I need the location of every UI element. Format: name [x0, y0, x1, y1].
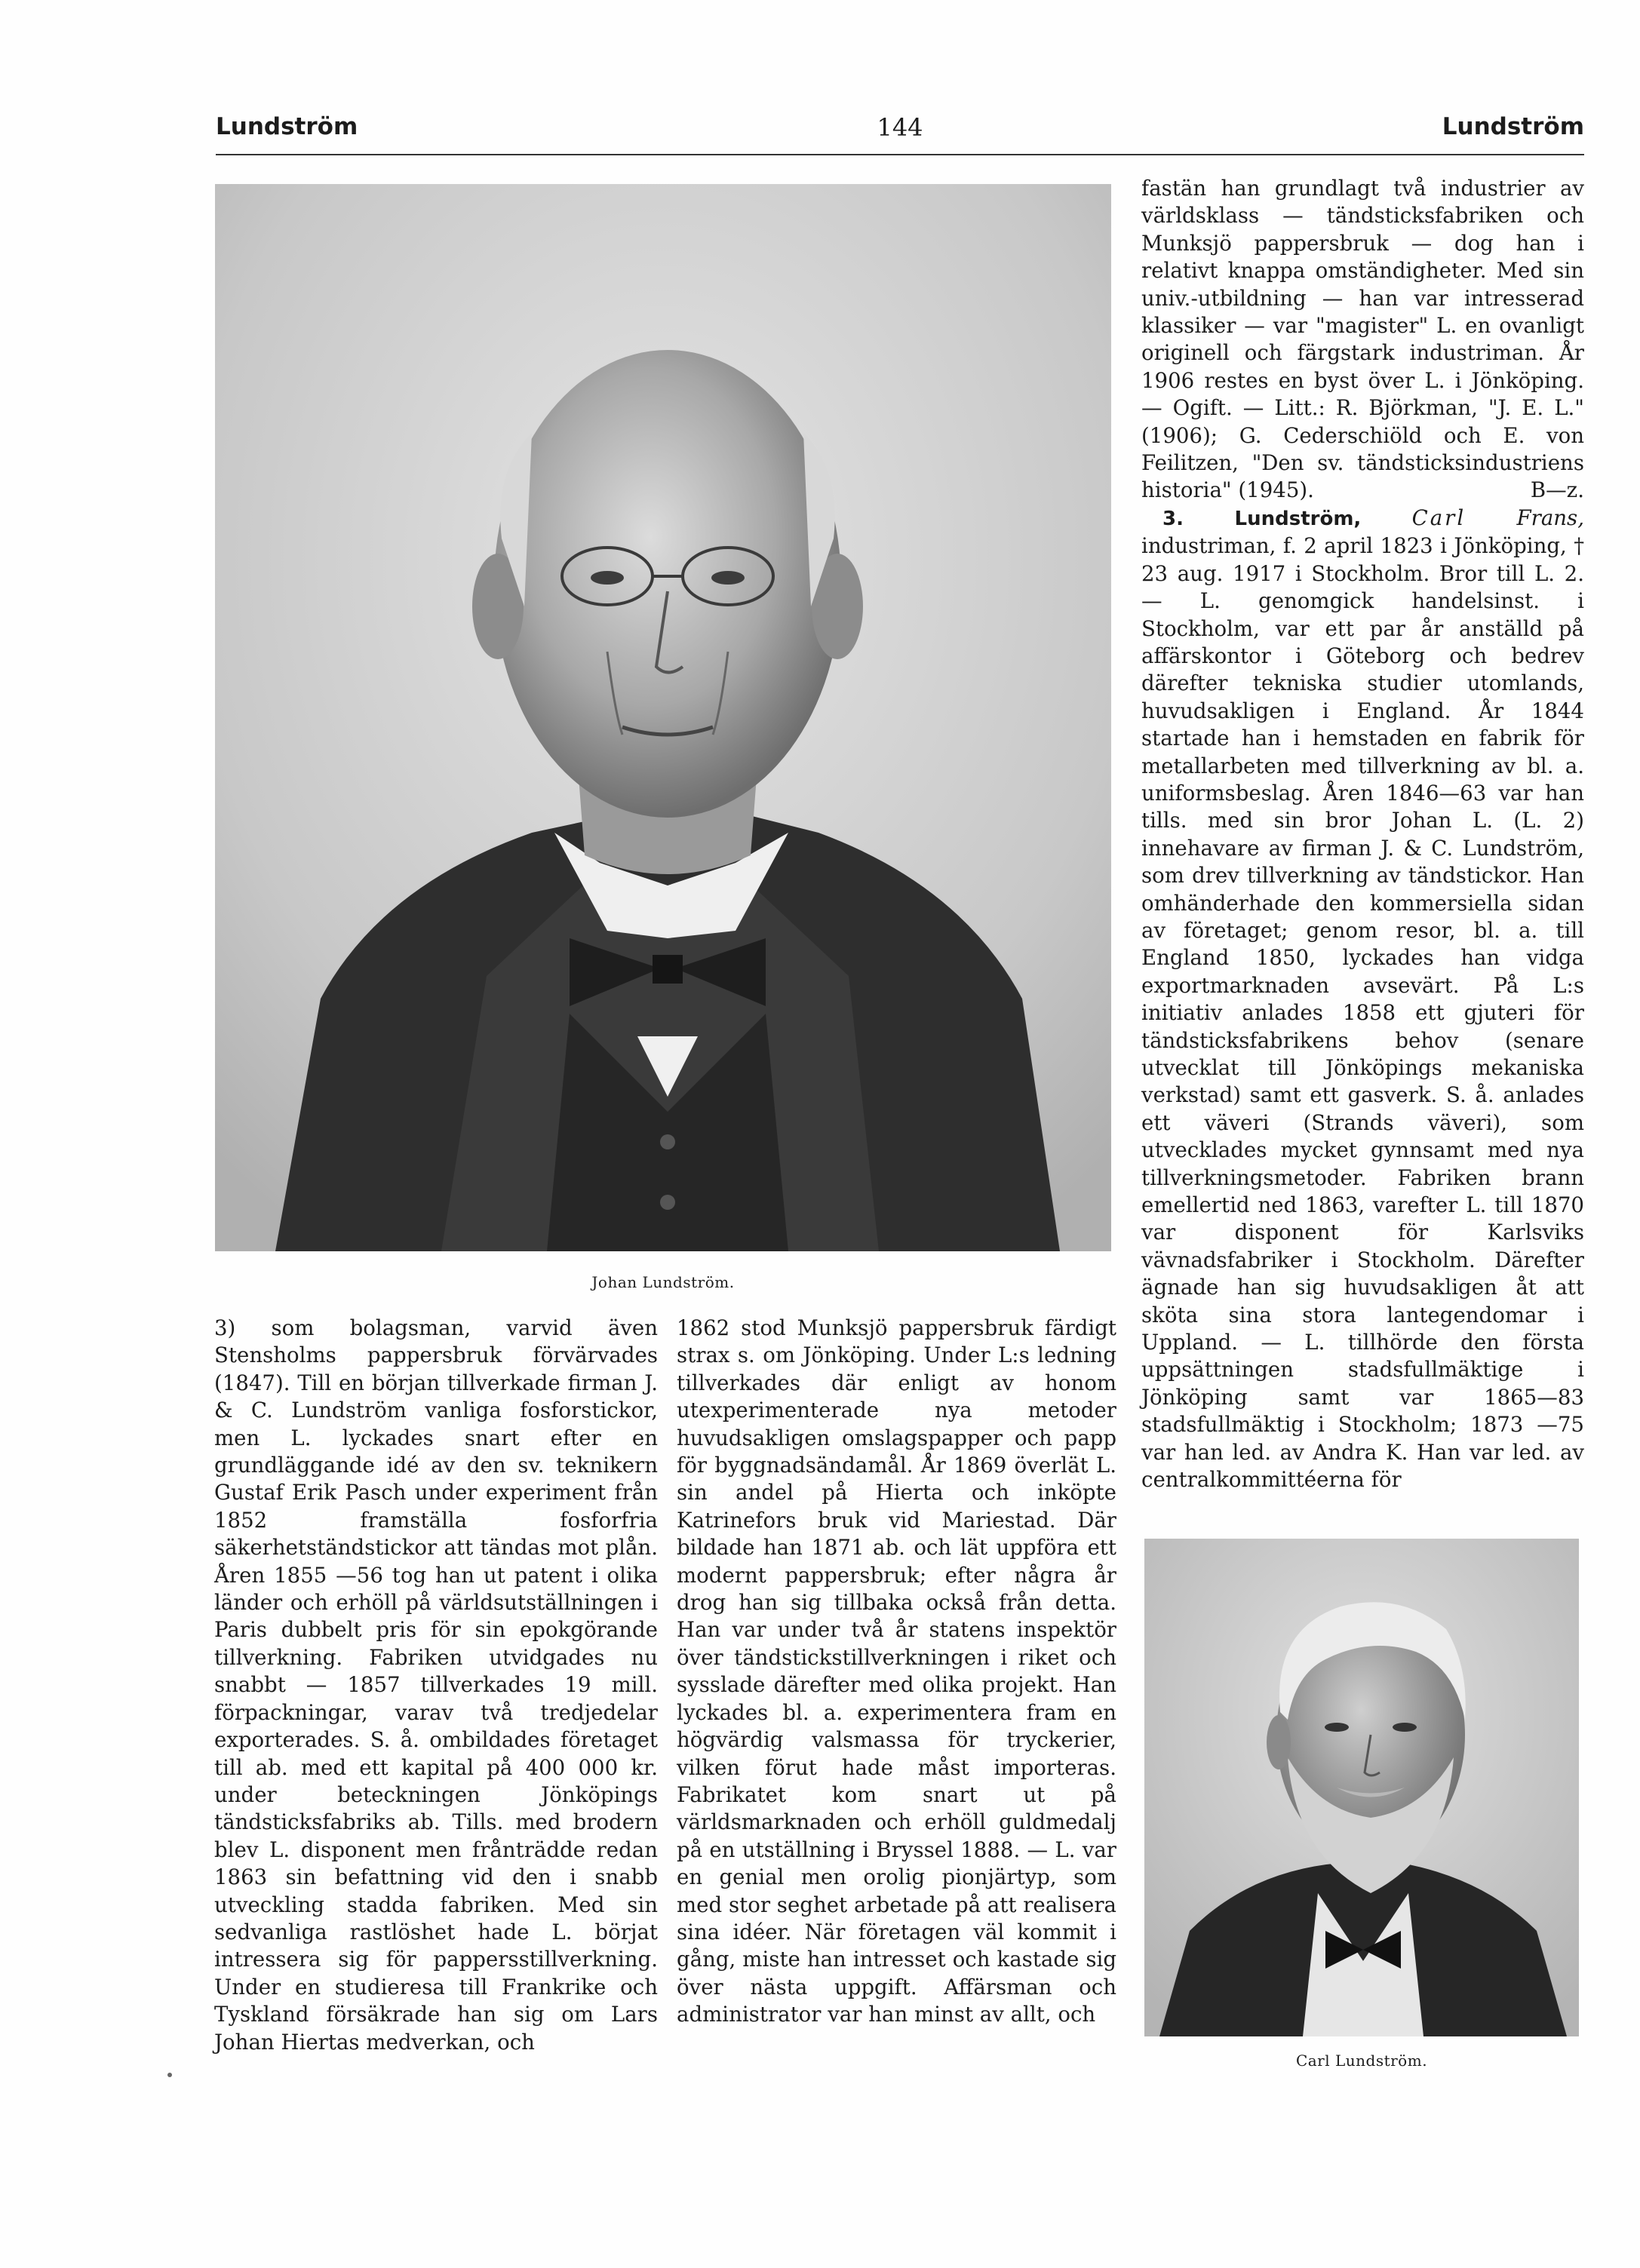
running-head-left: Lundström — [216, 113, 358, 140]
header-rule — [216, 154, 1584, 155]
margin-speck — [167, 2073, 172, 2077]
middle-column-text: 1862 stod Munksjö pappersbruk färdigt strax s. om Jönköping. Under L:s ledning tillverkades där enligt av honom utexperimenterade nya metoder huvudsakligen omslagspapper och papp för byggnadsändamål. År 1869 överlät L. sin andel på Hierta och inköpte Katrinefors bruk vid Mariestad. Där bildade han 1871 ab. och lät uppföra ett modernt pappersbruk; efter några år drog han sig tillbaka också från detta. Han var under två år statens inspektör över tändstickstillverkningen i riket och sysslade därefter med olika projekt. Han lyckades bl. a. experimentera fram en högvärdig valsmassa för tryckerier, vilken förut hade måst importeras. Fabrikatet kom snart ut på världsmarknaden och erhöll guldmedalj på en utställning i Bryssel 1888. — L. var en genial men orolig pionjärtyp, som med stor seghet arbetade på att realisera sina idéer. När företagen väl kommit i gång, miste han intresset och kastade sig över nästa uppgift. Affärsman och administrator var han minst av allt, och — [677, 1315, 1116, 2027]
portrait-carl-lundstrom — [1144, 1539, 1579, 2036]
author-signature: B—z. — [1530, 477, 1584, 503]
entry-heading-carl: 3. Lundström, — [1162, 507, 1362, 530]
entry-given-name: Carl — [1411, 505, 1466, 530]
caption-carl: Carl Lundström. — [1295, 2052, 1428, 2070]
body-column-middle — [677, 1315, 1116, 2029]
page-number: 144 — [877, 113, 923, 142]
carl-entry-text: industriman, f. 2 april 1823 i Jönköping, † 23 aug. 1917 i Stockholm. Bror till L. 2. — L. genomgick handelsinst. i Stockholm, var ett par år anställd på affärskontor i Göteborg och bedrev därefter tekniska studier utomlands, huvudsakligen i England. År 1844 startade han i hemstaden en fabrik för metallarbeten med tillverkning av bl. a. uniformsbeslag. Åren 1846—63 var han tills. med sin bror Johan L. (L. 2) innehavare av firman J. & C. Lundström, som drev tillverkning av tändstickor. Han omhänderhade den kommersiella sidan av företaget; genom resor, bl. a. till England 1850, lyckades han vidga exportmarknaden avsevärt. På L:s initiativ anlades 1858 ett gjuteri för tändsticksfabrikens behov (senare utvecklat till Jönköpings mekaniska verkstad) samt ett gasverk. S. å. anlades ett väveri (Strands väveri), som utvecklades mycket gynnsamt med nya tillverkningsmetoder. Fabriken brann emellertid ned 1863, varefter L. till 1870 var disponent för Karlsviks vävnadsfabriker i Stockholm. Därefter ägnade han sig huvudsakligen åt att sköta sina stora lantegendomar i Uppland. — L. tillhörde den första uppsättningen stadsfullmäktige i Jönköping samt var 1865—83 stadsfullmäktig i Stockholm; 1873 —75 var han led. av Andra K. Han var led. av centralkommittéerna för — [1141, 533, 1584, 1493]
portrait-johan-lundstrom — [215, 184, 1111, 1251]
portrait-carl-image — [1144, 1539, 1579, 2036]
body-column-right — [1141, 175, 1584, 1494]
caption-johan: Johan Lundström. — [591, 1273, 735, 1291]
running-head-right: Lundström — [1442, 113, 1584, 140]
entry-given-name-2: Frans, — [1516, 505, 1584, 530]
right-column-text-1 — [1141, 175, 1584, 505]
running-head — [216, 113, 1584, 155]
portrait-johan-image — [215, 184, 1111, 1251]
body-column-left — [214, 1315, 658, 2056]
left-column-text: 3) som bolagsman, varvid även Stensholms pappersbruk förvärvades (1847). Till en början tillverkade firman J. & C. Lundström vanliga fosforstickor, men L. lyckades snart efter en grundläggande idé av den sv. teknikern Gustaf Erik Pasch under experiment från 1852 framställa fosforfria säkerhetständstickor att tändas mot plån. Åren 1855 —56 tog han ut patent i olika länder och erhöll på världsutställningen i Paris dubbelt pris för sin epokgörande tillverkning. Fabriken utvidgades nu snabbt — 1857 tillverkades 19 mill. förpackningar, varav två tredjedelar exporterades. S. å. ombildades företaget till ab. med ett kapital på 400 000 kr. under beteckningen Jönköpings tändsticksfabriks ab. Tills. med brodern blev L. disponent men frånträdde redan 1863 sin befattning vid den i snabb utveckling stadda fabriken. Med sin sedvanliga rastlöshet hade L. börjat intressera sig för pappersstillverkning. Under en studieresa till Frankrike och Tyskland försäkrade han sig om Lars Johan Hiertas medverkan, och — [214, 1315, 658, 2055]
right-column-text-2 — [1141, 505, 1584, 1494]
johan-entry-end: fastän han grundlagt två industrier av världsklass — tändsticksfabriken och Munksjö pappersbruk — dog han i relativt knappa omständigheter. Med sin univ.-utbildning — han var intresserad klassiker — var "magister" L. en ovanligt originell och färgstark industriman. År 1906 restes en byst över L. i Jönköping. — Ogift. — Litt.: R. Björkman, "J. E. L." (1906); G. Cederschiöld och E. von Feilitzen, "Den sv. tändsticksindustriens historia" (1945). — [1141, 176, 1584, 503]
